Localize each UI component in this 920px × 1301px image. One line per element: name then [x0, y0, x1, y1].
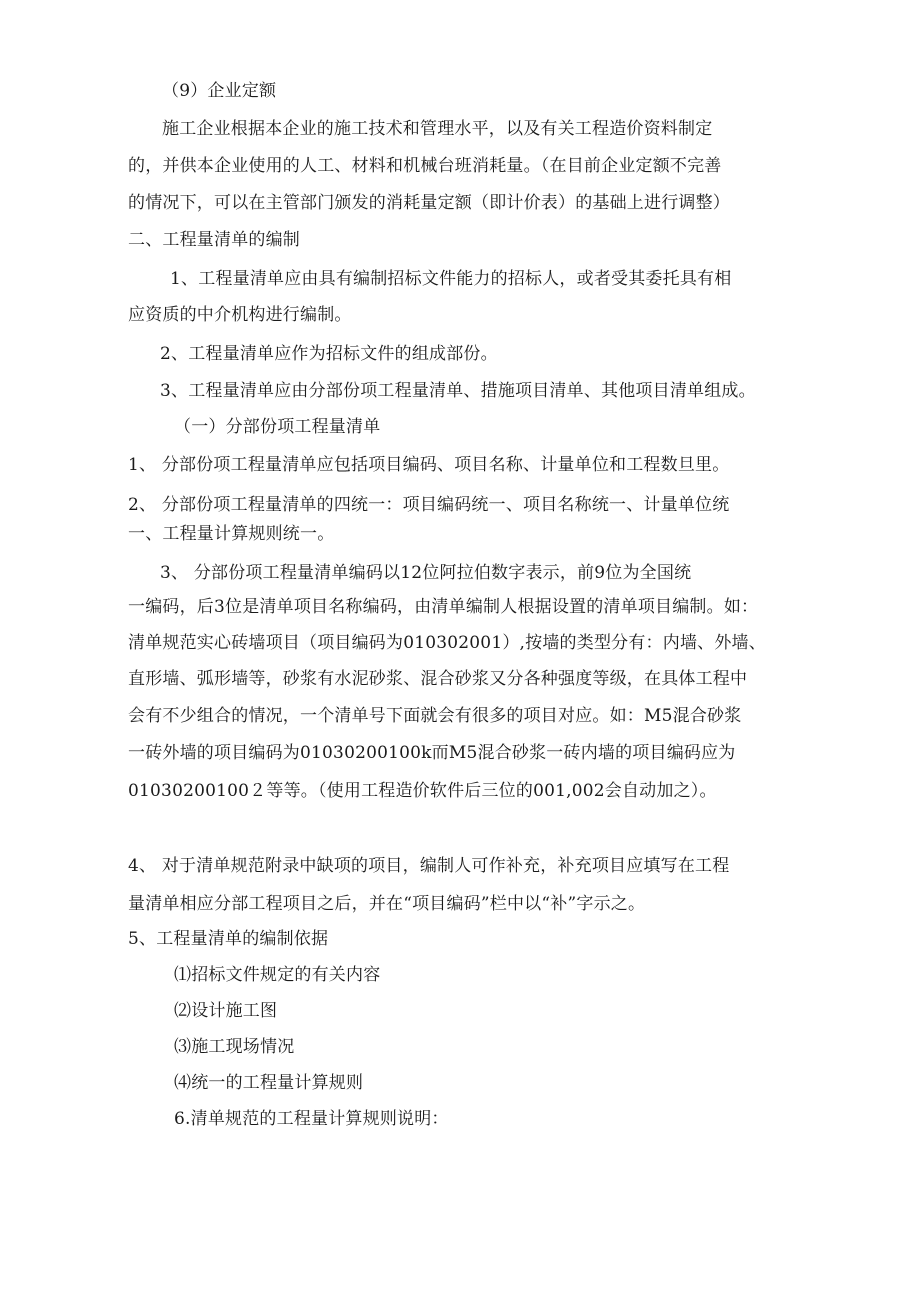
- list-item: 2、 分部份项工程量清单的四统一：项目编码统一、项目名称统一、计量单位统: [128, 495, 730, 515]
- paragraph-line: 会有不少组合的情况，一个清单号下面就会有很多的项目对应。如：M5混合砂浆: [128, 706, 742, 726]
- paragraph-line: 2、工程量清单应作为招标文件的组成部份。: [160, 344, 498, 364]
- list-item: 1、 分部份项工程量清单应包括项目编码、项目名称、计量单位和工程数旦里。: [128, 455, 730, 475]
- paragraph-line: 清单规范实心砖墙项目（项目编码为010302001）,按墙的类型分有：内墙、外墙、: [128, 633, 766, 653]
- paragraph-line: 施工企业根据本企业的施工技术和管理水平，以及有关工程造价资料制定: [162, 119, 713, 139]
- paragraph-line: 01030200100２等等。（使用工程造价软件后三位的001,002会自动加之）。: [128, 781, 717, 801]
- section-heading-bill-compilation: 二、工程量清单的编制: [128, 230, 300, 250]
- paragraph-line: 的情况下，可以在主管部门颁发的消耗量定额（即计价表）的基础上进行调整）: [128, 193, 730, 213]
- paragraph-line: 1、工程量清单应由具有编制招标文件能力的招标人，或者受其委托具有相: [170, 269, 732, 289]
- sub-list-item: ⑴招标文件规定的有关内容: [174, 965, 381, 985]
- paragraph-line: 一、工程量计算规则统一。: [128, 524, 335, 544]
- paragraph-line: 一砖外墙的项目编码为01030200100k而M5混合砂浆一砖内墙的项目编码应为: [128, 743, 736, 763]
- sub-list-item: ⑵设计施工图: [174, 1001, 278, 1021]
- paragraph-line: 一编码，后3位是清单项目名称编码，由清单编制人根据设置的清单项目编制。如：: [128, 597, 759, 617]
- list-item: 6.清单规范的工程量计算规则说明：: [174, 1109, 449, 1129]
- sub-list-item: ⑷统一的工程量计算规则: [174, 1073, 364, 1093]
- list-item: 3、 分部份项工程量清单编码以12位阿拉伯数字表示，前9位为全国统: [160, 563, 692, 583]
- list-item: 5、工程量清单的编制依据: [128, 929, 329, 949]
- paragraph-line: 的，并供本企业使用的人工、材料和机械台班消耗量。（在目前企业定额不完善: [128, 156, 722, 176]
- section-heading-enterprise-quota: （9）企业定额: [162, 81, 277, 101]
- list-item: 4、 对于清单规范附录中缺项的项目，编制人可作补充，补充项目应填写在工程: [128, 856, 730, 876]
- paragraph-line: 直形墙、弧形墙等，砂浆有水泥砂浆、混合砂浆又分各种强度等级，在具体工程中: [128, 669, 748, 689]
- paragraph-line: 3、工程量清单应由分部份项工程量清单、措施项目清单、其他项目清单组成。: [160, 381, 756, 401]
- paragraph-line: 量清单相应分部工程项目之后，并在“项目编码”栏中以“补”字示之。: [128, 894, 646, 914]
- sub-list-item: ⑶施工现场情况: [174, 1037, 295, 1057]
- subsection-heading: （一）分部份项工程量清单: [174, 417, 381, 437]
- paragraph-line: 应资质的中介机构进行编制。: [128, 305, 352, 325]
